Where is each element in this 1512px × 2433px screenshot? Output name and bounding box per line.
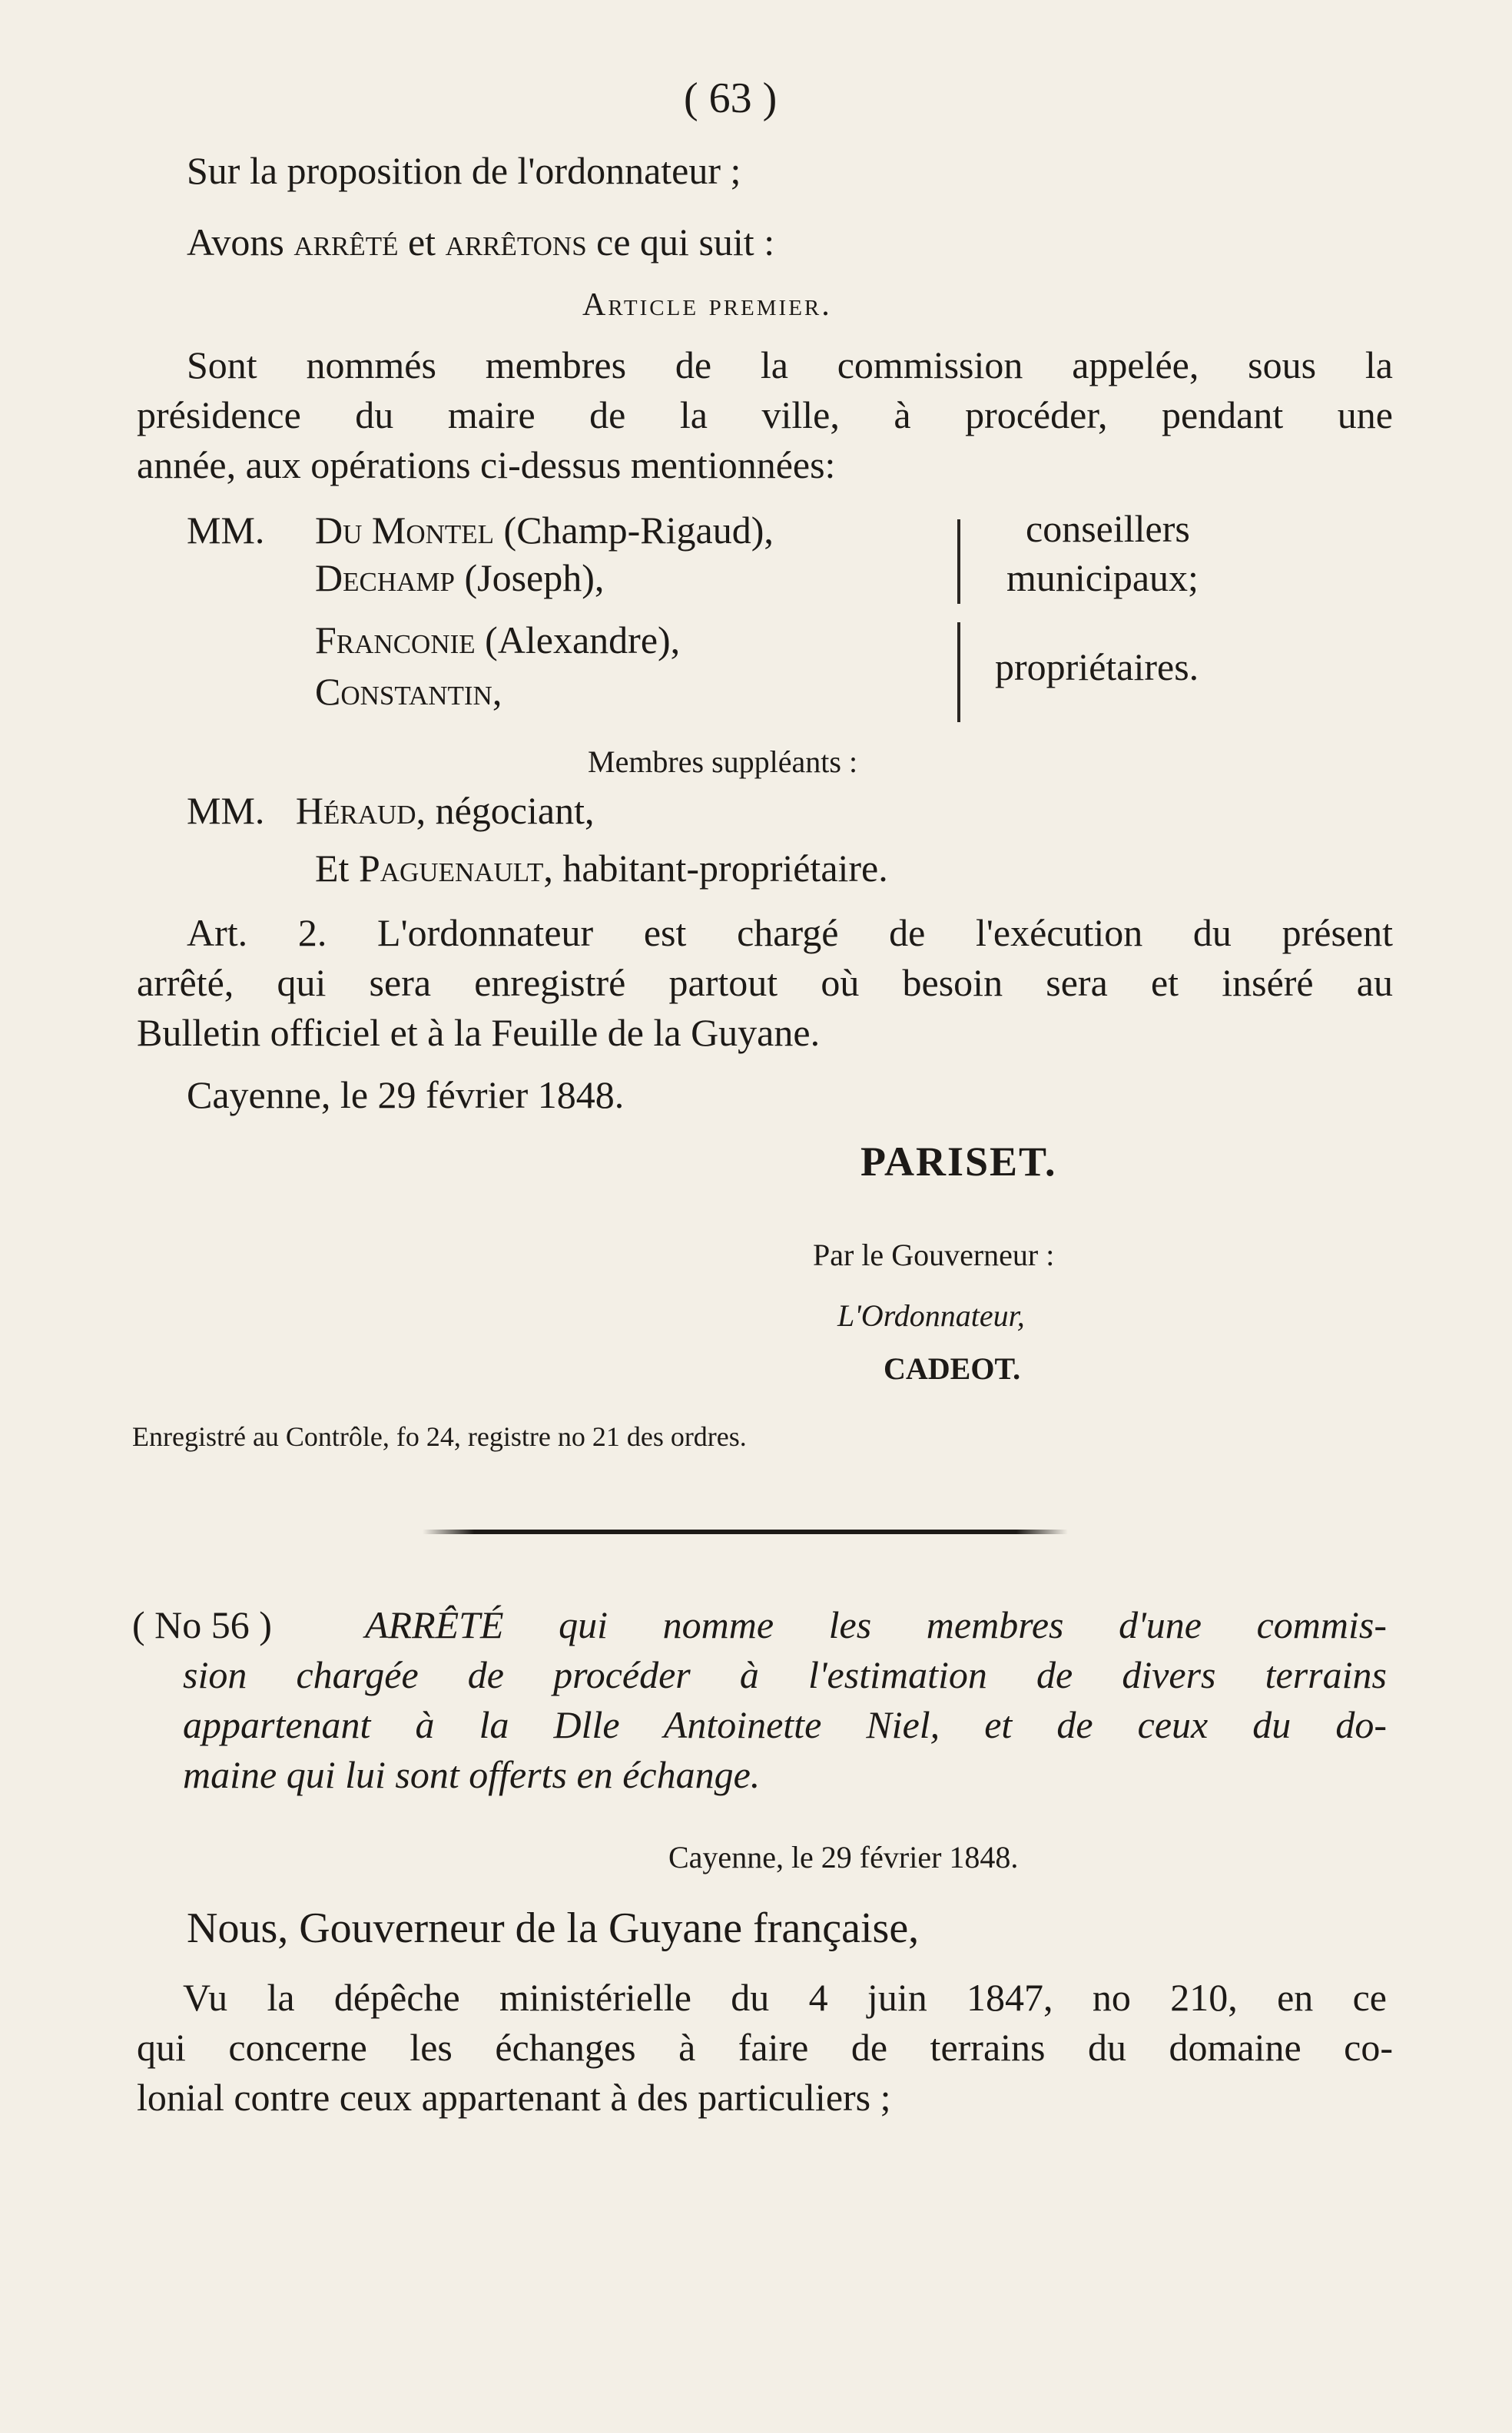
member-detail: , négociant, (416, 789, 595, 832)
separator-rule (423, 1530, 1068, 1534)
member-detail: (Alexandre), (475, 618, 681, 661)
decree-title-line: sion chargée de procéder à l'estimation de divers terrains (183, 1653, 1387, 1696)
member-name: Constantin (315, 670, 492, 713)
paragraph-line: qui concerne les échanges à faire de terrains du domaine co- (137, 2026, 1393, 2069)
mm-label: MM. (187, 789, 265, 832)
member-line (315, 555, 604, 601)
group-label: municipaux; (1006, 556, 1199, 599)
paragraph-line: présidence du maire de la ville, à procéder, pendant une (137, 393, 1393, 436)
member-name: Héraud (295, 789, 416, 832)
member-name: Du Montel (315, 509, 495, 552)
text-fragment: ce qui suit : (586, 220, 775, 264)
nous-line: Nous, Gouverneur de la Guyane française, (187, 1904, 920, 1952)
place-date: Cayenne, le 29 février 1848. (187, 1073, 625, 1116)
ordonnateur-signature: CADEOT. (884, 1351, 1021, 1386)
signature: PARISET. (860, 1139, 1057, 1185)
text-fragment: Avons (187, 220, 294, 264)
paragraph-line: Sont nommés membres de la commission appelée, sous la (187, 343, 1393, 386)
emphasis-word: arrêtons (445, 220, 587, 264)
member-detail: (Joseph), (454, 556, 605, 599)
decree-title-line: ARRÊTÉ qui nomme les membres d'une commis- (365, 1603, 1387, 1646)
text-fragment: et (398, 220, 446, 264)
section-heading: Membres suppléants : (588, 744, 858, 779)
member-line (315, 507, 774, 553)
text-line: Sur la proposition de l'ordonnateur ; (187, 149, 741, 192)
paragraph-line: arrêté, qui sera enregistré partout où besoin sera et inséré au (137, 961, 1393, 1004)
paragraph-line: lonial contre ceux appartenant à des particuliers ; (137, 2076, 891, 2119)
member-line (315, 668, 502, 714)
member-detail: , habitant-propriétaire. (543, 847, 888, 890)
decree-number: ( No 56 ) (132, 1603, 272, 1646)
paragraph-line: Art. 2. L'ordonnateur est chargé de l'exécution du présent (187, 911, 1393, 954)
par-gouverneur: Par le Gouverneur : (813, 1238, 1055, 1272)
brace (947, 519, 960, 604)
registration-note: Enregistré au Contrôle, fo 24, registre no 21 des ordres. (132, 1421, 747, 1452)
member-name: Paguenault (358, 847, 544, 890)
decree-date: Cayenne, le 29 février 1848. (668, 1840, 1019, 1874)
brace (947, 622, 960, 722)
paragraph-line: Bulletin officiel et à la Feuille de la Guyane. (137, 1011, 821, 1054)
mm-label: MM. (187, 509, 265, 552)
paragraph-line: année, aux opérations ci-dessus mentionnées: (137, 443, 836, 486)
article-heading: Article premier. (582, 287, 832, 323)
decree-title-line: appartenant à la Dlle Antoinette Niel, et de ceux du do- (183, 1703, 1387, 1746)
group-label: propriétaires. (995, 645, 1199, 688)
member-detail: , (492, 670, 502, 713)
member-name: Franconie (315, 618, 476, 661)
member-name: Dechamp (315, 556, 455, 599)
decree-title-line: maine qui lui sont offerts en échange. (183, 1753, 761, 1796)
page-number: ( 63 ) (684, 75, 778, 122)
text-fragment: Et (315, 847, 359, 890)
text-line (187, 219, 774, 265)
suppleant-line (187, 787, 594, 834)
paragraph-line: Vu la dépêche ministérielle du 4 juin 1847, no 210, en ce (183, 1976, 1387, 2019)
group-label: conseillers (1026, 507, 1190, 550)
suppleant-line (315, 845, 888, 891)
member-line (315, 617, 680, 663)
member-detail: (Champ-Rigaud), (494, 509, 774, 552)
ordonnateur-title: L'Ordonnateur, (837, 1298, 1025, 1333)
emphasis-word: arrêté (293, 220, 399, 264)
